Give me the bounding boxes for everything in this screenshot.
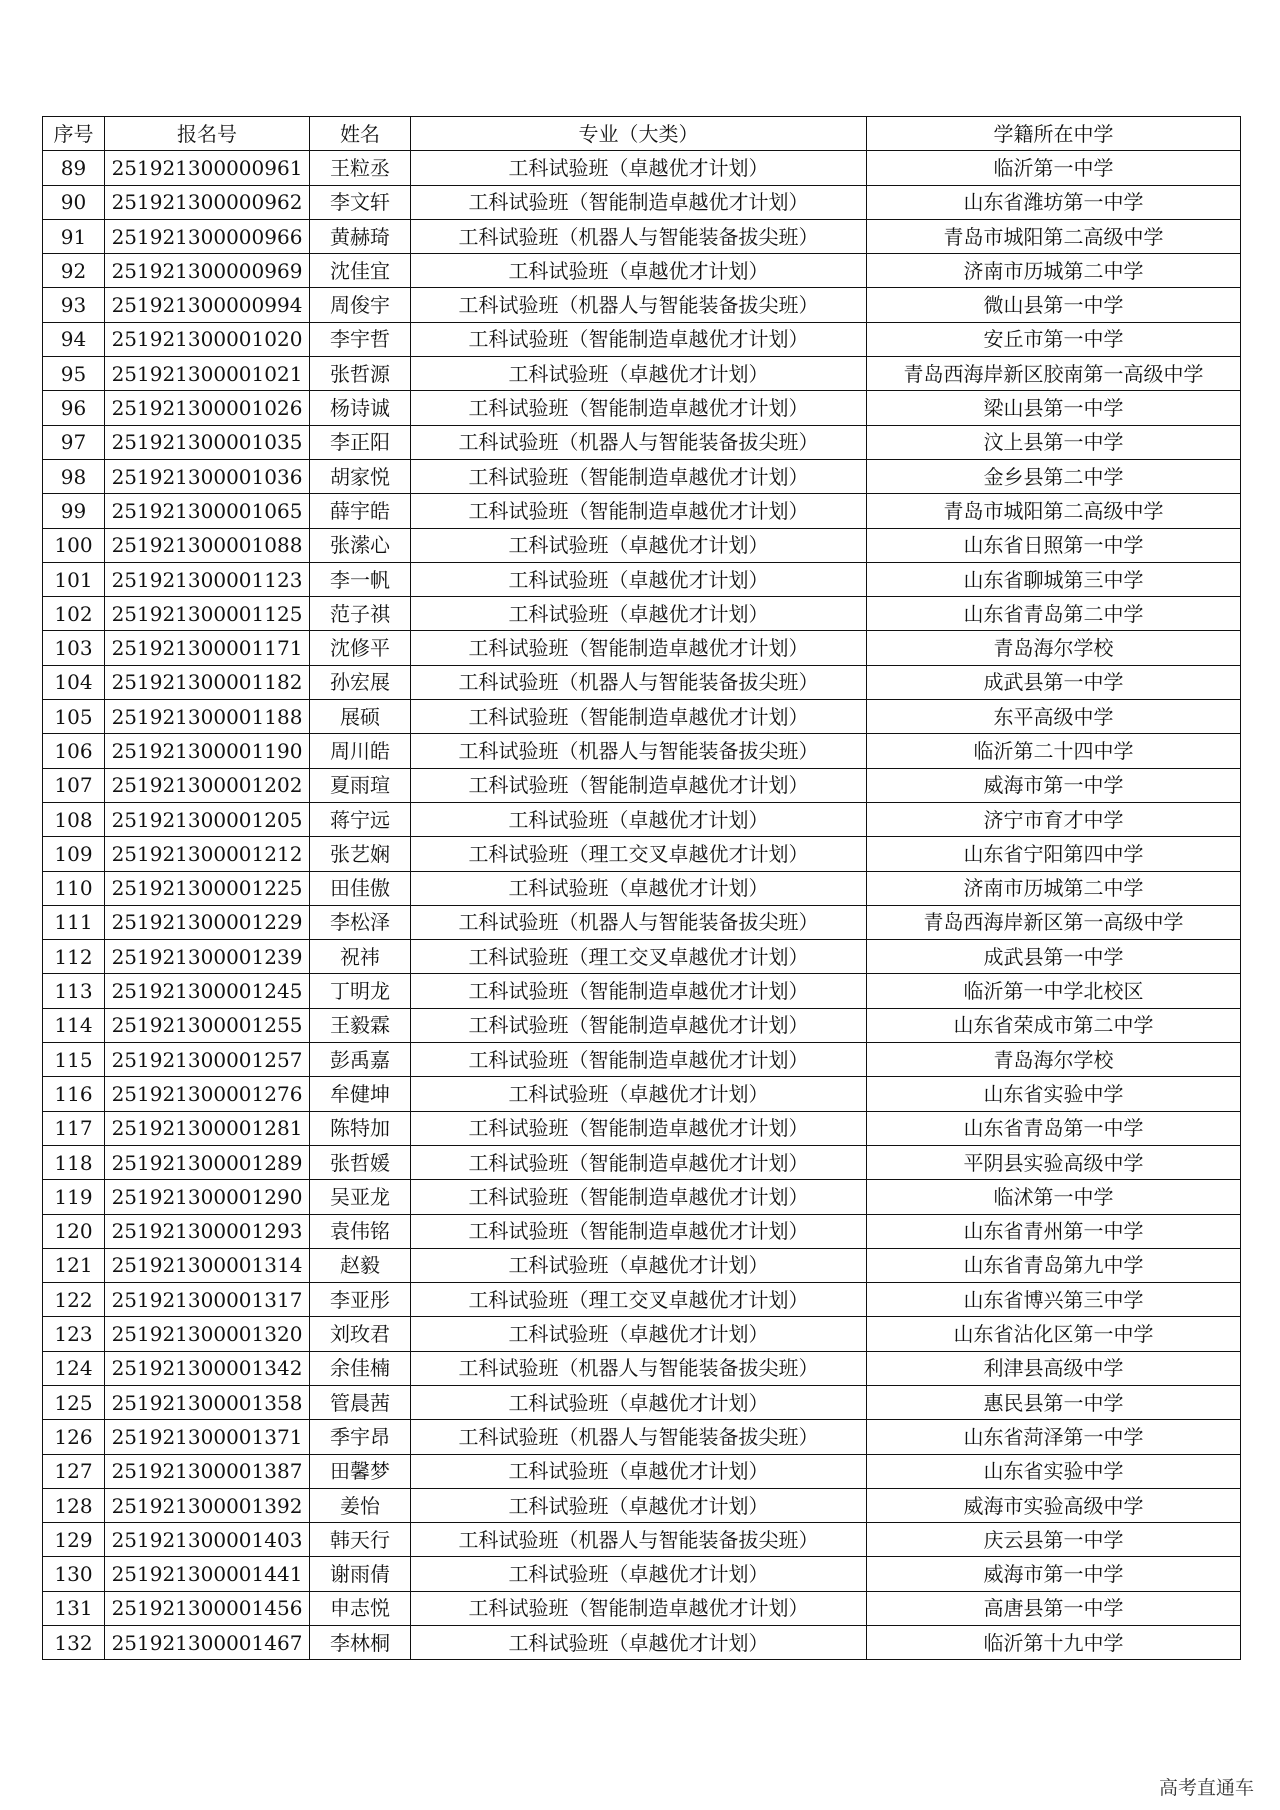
table-row — [43, 1591, 1241, 1625]
cell-name: 蒋宁远 — [310, 802, 411, 836]
cell-major: 工科试验班（卓越优才计划） — [411, 1385, 867, 1419]
cell-high-school: 济南市历城第二中学 — [867, 871, 1241, 905]
cell-name: 李林桐 — [310, 1626, 411, 1660]
cell-name: 谢雨倩 — [310, 1557, 411, 1591]
cell-high-school: 青岛西海岸新区第一高级中学 — [867, 905, 1241, 939]
cell-major: 工科试验班（智能制造卓越优才计划） — [411, 1180, 867, 1214]
cell-name: 王粒丞 — [310, 151, 411, 185]
cell-name: 赵毅 — [310, 1248, 411, 1282]
cell-name: 李文轩 — [310, 185, 411, 219]
cell-name: 张艺娴 — [310, 837, 411, 871]
table-body — [43, 151, 1241, 1660]
cell-registration-number: 251921300001290 — [105, 1180, 310, 1214]
cell-major: 工科试验班（卓越优才计划） — [411, 597, 867, 631]
table-row — [43, 631, 1241, 665]
cell-high-school: 山东省青岛第九中学 — [867, 1248, 1241, 1282]
table-row — [43, 1043, 1241, 1077]
table-row — [43, 1488, 1241, 1522]
table-row — [43, 562, 1241, 596]
table-row — [43, 734, 1241, 768]
cell-high-school: 临沂第一中学北校区 — [867, 974, 1241, 1008]
cell-index: 119 — [43, 1180, 105, 1214]
cell-registration-number: 251921300001026 — [105, 391, 310, 425]
cell-name: 彭禹嘉 — [310, 1043, 411, 1077]
cell-high-school: 临沂第十九中学 — [867, 1626, 1241, 1660]
cell-high-school: 威海市第一中学 — [867, 1557, 1241, 1591]
table-row — [43, 357, 1241, 391]
cell-major: 工科试验班（机器人与智能装备拔尖班） — [411, 219, 867, 253]
cell-major: 工科试验班（机器人与智能装备拔尖班） — [411, 1523, 867, 1557]
table-row — [43, 219, 1241, 253]
cell-registration-number: 251921300001123 — [105, 562, 310, 596]
cell-major: 工科试验班（卓越优才计划） — [411, 528, 867, 562]
cell-registration-number: 251921300001065 — [105, 494, 310, 528]
cell-index: 128 — [43, 1488, 105, 1522]
cell-name: 黄赫琦 — [310, 219, 411, 253]
cell-index: 98 — [43, 459, 105, 493]
cell-name: 李正阳 — [310, 425, 411, 459]
cell-index: 113 — [43, 974, 105, 1008]
cell-index: 99 — [43, 494, 105, 528]
cell-name: 李亚彤 — [310, 1283, 411, 1317]
cell-registration-number: 251921300001320 — [105, 1317, 310, 1351]
cell-name: 李松泽 — [310, 905, 411, 939]
table-row — [43, 322, 1241, 356]
cell-index: 126 — [43, 1420, 105, 1454]
table-row — [43, 1454, 1241, 1488]
cell-major: 工科试验班（卓越优才计划） — [411, 1454, 867, 1488]
cell-index: 124 — [43, 1351, 105, 1385]
cell-major: 工科试验班（机器人与智能装备拔尖班） — [411, 905, 867, 939]
cell-registration-number: 251921300001257 — [105, 1043, 310, 1077]
cell-index: 116 — [43, 1077, 105, 1111]
cell-high-school: 山东省潍坊第一中学 — [867, 185, 1241, 219]
cell-registration-number: 251921300001125 — [105, 597, 310, 631]
cell-name: 李一帆 — [310, 562, 411, 596]
cell-registration-number: 251921300001371 — [105, 1420, 310, 1454]
cell-high-school: 山东省荣成市第二中学 — [867, 1008, 1241, 1042]
table-row — [43, 871, 1241, 905]
cell-major: 工科试验班（卓越优才计划） — [411, 1488, 867, 1522]
cell-registration-number: 251921300001317 — [105, 1283, 310, 1317]
cell-major: 工科试验班（卓越优才计划） — [411, 802, 867, 836]
cell-index: 120 — [43, 1214, 105, 1248]
cell-major: 工科试验班（机器人与智能装备拔尖班） — [411, 288, 867, 322]
cell-name: 张哲媛 — [310, 1145, 411, 1179]
cell-name: 李宇哲 — [310, 322, 411, 356]
cell-high-school: 山东省青岛第二中学 — [867, 597, 1241, 631]
cell-major: 工科试验班（卓越优才计划） — [411, 871, 867, 905]
cell-major: 工科试验班（理工交叉卓越优才计划） — [411, 940, 867, 974]
cell-name: 袁伟铭 — [310, 1214, 411, 1248]
cell-registration-number: 251921300001441 — [105, 1557, 310, 1591]
cell-high-school: 济南市历城第二中学 — [867, 254, 1241, 288]
cell-registration-number: 251921300001212 — [105, 837, 310, 871]
cell-index: 97 — [43, 425, 105, 459]
cell-high-school: 青岛海尔学校 — [867, 631, 1241, 665]
table-row — [43, 940, 1241, 974]
table-row — [43, 768, 1241, 802]
cell-name: 牟健坤 — [310, 1077, 411, 1111]
cell-major: 工科试验班（机器人与智能装备拔尖班） — [411, 1420, 867, 1454]
cell-major: 工科试验班（卓越优才计划） — [411, 1557, 867, 1591]
cell-index: 104 — [43, 665, 105, 699]
cell-registration-number: 251921300001403 — [105, 1523, 310, 1557]
cell-registration-number: 251921300000962 — [105, 185, 310, 219]
cell-index: 122 — [43, 1283, 105, 1317]
cell-registration-number: 251921300001314 — [105, 1248, 310, 1282]
table-row — [43, 1008, 1241, 1042]
cell-major: 工科试验班（卓越优才计划） — [411, 1626, 867, 1660]
table-row — [43, 1351, 1241, 1385]
cell-high-school: 青岛市城阳第二高级中学 — [867, 494, 1241, 528]
cell-registration-number: 251921300001188 — [105, 700, 310, 734]
cell-index: 102 — [43, 597, 105, 631]
header-index: 序号 — [43, 117, 105, 151]
cell-name: 孙宏展 — [310, 665, 411, 699]
table-row — [43, 1077, 1241, 1111]
cell-high-school: 安丘市第一中学 — [867, 322, 1241, 356]
cell-registration-number: 251921300000966 — [105, 219, 310, 253]
cell-major: 工科试验班（智能制造卓越优才计划） — [411, 1008, 867, 1042]
cell-high-school: 山东省青岛第一中学 — [867, 1111, 1241, 1145]
cell-registration-number: 251921300001088 — [105, 528, 310, 562]
cell-high-school: 济宁市育才中学 — [867, 802, 1241, 836]
cell-high-school: 梁山县第一中学 — [867, 391, 1241, 425]
cell-name: 薛宇皓 — [310, 494, 411, 528]
table-row — [43, 700, 1241, 734]
cell-index: 129 — [43, 1523, 105, 1557]
cell-high-school: 山东省沾化区第一中学 — [867, 1317, 1241, 1351]
table-row — [43, 1420, 1241, 1454]
cell-high-school: 利津县高级中学 — [867, 1351, 1241, 1385]
cell-index: 92 — [43, 254, 105, 288]
cell-index: 95 — [43, 357, 105, 391]
cell-name: 祝祎 — [310, 940, 411, 974]
table-row — [43, 802, 1241, 836]
cell-index: 114 — [43, 1008, 105, 1042]
cell-registration-number: 251921300001342 — [105, 1351, 310, 1385]
cell-index: 118 — [43, 1145, 105, 1179]
cell-index: 91 — [43, 219, 105, 253]
cell-major: 工科试验班（卓越优才计划） — [411, 1248, 867, 1282]
cell-name: 周川皓 — [310, 734, 411, 768]
cell-high-school: 青岛海尔学校 — [867, 1043, 1241, 1077]
table-row — [43, 1111, 1241, 1145]
cell-registration-number: 251921300001020 — [105, 322, 310, 356]
cell-major: 工科试验班（智能制造卓越优才计划） — [411, 700, 867, 734]
cell-high-school: 威海市实验高级中学 — [867, 1488, 1241, 1522]
cell-high-school: 临沂第一中学 — [867, 151, 1241, 185]
cell-index: 90 — [43, 185, 105, 219]
cell-index: 94 — [43, 322, 105, 356]
header-high-school: 学籍所在中学 — [867, 117, 1241, 151]
table-row — [43, 185, 1241, 219]
cell-registration-number: 251921300001276 — [105, 1077, 310, 1111]
cell-major: 工科试验班（智能制造卓越优才计划） — [411, 1591, 867, 1625]
cell-major: 工科试验班（智能制造卓越优才计划） — [411, 1043, 867, 1077]
cell-name: 陈特加 — [310, 1111, 411, 1145]
cell-high-school: 成武县第一中学 — [867, 940, 1241, 974]
header-major: 专业（大类） — [411, 117, 867, 151]
cell-registration-number: 251921300000969 — [105, 254, 310, 288]
cell-index: 121 — [43, 1248, 105, 1282]
cell-registration-number: 251921300001036 — [105, 459, 310, 493]
cell-name: 王毅霖 — [310, 1008, 411, 1042]
cell-index: 100 — [43, 528, 105, 562]
cell-major: 工科试验班（机器人与智能装备拔尖班） — [411, 734, 867, 768]
cell-registration-number: 251921300001456 — [105, 1591, 310, 1625]
table-row — [43, 1317, 1241, 1351]
cell-high-school: 山东省菏泽第一中学 — [867, 1420, 1241, 1454]
cell-high-school: 山东省聊城第三中学 — [867, 562, 1241, 596]
table-row — [43, 1248, 1241, 1282]
cell-name: 管晨茜 — [310, 1385, 411, 1419]
table-row — [43, 1180, 1241, 1214]
cell-high-school: 庆云县第一中学 — [867, 1523, 1241, 1557]
admission-list-table — [42, 116, 1241, 1660]
cell-high-school: 山东省博兴第三中学 — [867, 1283, 1241, 1317]
cell-high-school: 临沂第二十四中学 — [867, 734, 1241, 768]
cell-major: 工科试验班（智能制造卓越优才计划） — [411, 391, 867, 425]
cell-registration-number: 251921300001289 — [105, 1145, 310, 1179]
table-row — [43, 1557, 1241, 1591]
cell-high-school: 平阴县实验高级中学 — [867, 1145, 1241, 1179]
cell-registration-number: 251921300001171 — [105, 631, 310, 665]
cell-high-school: 微山县第一中学 — [867, 288, 1241, 322]
table-row — [43, 1214, 1241, 1248]
header-name: 姓名 — [310, 117, 411, 151]
table-row — [43, 528, 1241, 562]
cell-registration-number: 251921300001182 — [105, 665, 310, 699]
cell-high-school: 成武县第一中学 — [867, 665, 1241, 699]
cell-index: 132 — [43, 1626, 105, 1660]
cell-index: 115 — [43, 1043, 105, 1077]
cell-name: 杨诗诚 — [310, 391, 411, 425]
cell-name: 吴亚龙 — [310, 1180, 411, 1214]
table-header-row — [43, 117, 1241, 151]
cell-name: 余佳楠 — [310, 1351, 411, 1385]
cell-index: 130 — [43, 1557, 105, 1591]
table-row — [43, 905, 1241, 939]
cell-name: 夏雨瑄 — [310, 768, 411, 802]
cell-high-school: 山东省青州第一中学 — [867, 1214, 1241, 1248]
cell-high-school: 山东省实验中学 — [867, 1077, 1241, 1111]
cell-index: 117 — [43, 1111, 105, 1145]
cell-name: 张哲源 — [310, 357, 411, 391]
cell-registration-number: 251921300000961 — [105, 151, 310, 185]
cell-high-school: 临沭第一中学 — [867, 1180, 1241, 1214]
cell-index: 131 — [43, 1591, 105, 1625]
cell-major: 工科试验班（机器人与智能装备拔尖班） — [411, 425, 867, 459]
cell-index: 127 — [43, 1454, 105, 1488]
cell-high-school: 青岛市城阳第二高级中学 — [867, 219, 1241, 253]
cell-name: 姜怡 — [310, 1488, 411, 1522]
cell-name: 刘玫君 — [310, 1317, 411, 1351]
cell-major: 工科试验班（卓越优才计划） — [411, 1317, 867, 1351]
cell-major: 工科试验班（智能制造卓越优才计划） — [411, 768, 867, 802]
cell-index: 107 — [43, 768, 105, 802]
cell-name: 范子祺 — [310, 597, 411, 631]
cell-major: 工科试验班（机器人与智能装备拔尖班） — [411, 1351, 867, 1385]
table-row — [43, 974, 1241, 1008]
cell-registration-number: 251921300001035 — [105, 425, 310, 459]
cell-index: 123 — [43, 1317, 105, 1351]
cell-index: 125 — [43, 1385, 105, 1419]
cell-high-school: 东平高级中学 — [867, 700, 1241, 734]
cell-registration-number: 251921300001190 — [105, 734, 310, 768]
cell-registration-number: 251921300000994 — [105, 288, 310, 322]
cell-registration-number: 251921300001293 — [105, 1214, 310, 1248]
cell-index: 89 — [43, 151, 105, 185]
cell-high-school: 山东省日照第一中学 — [867, 528, 1241, 562]
cell-registration-number: 251921300001245 — [105, 974, 310, 1008]
cell-major: 工科试验班（智能制造卓越优才计划） — [411, 631, 867, 665]
cell-major: 工科试验班（理工交叉卓越优才计划） — [411, 1283, 867, 1317]
cell-major: 工科试验班（理工交叉卓越优才计划） — [411, 837, 867, 871]
cell-name: 周俊宇 — [310, 288, 411, 322]
cell-high-school: 青岛西海岸新区胶南第一高级中学 — [867, 357, 1241, 391]
cell-index: 101 — [43, 562, 105, 596]
cell-major: 工科试验班（智能制造卓越优才计划） — [411, 1145, 867, 1179]
table-row — [43, 665, 1241, 699]
cell-major: 工科试验班（智能制造卓越优才计划） — [411, 1214, 867, 1248]
cell-major: 工科试验班（卓越优才计划） — [411, 151, 867, 185]
cell-major: 工科试验班（卓越优才计划） — [411, 254, 867, 288]
cell-index: 111 — [43, 905, 105, 939]
cell-name: 丁明龙 — [310, 974, 411, 1008]
cell-name: 展硕 — [310, 700, 411, 734]
cell-index: 105 — [43, 700, 105, 734]
cell-high-school: 山东省实验中学 — [867, 1454, 1241, 1488]
cell-index: 110 — [43, 871, 105, 905]
cell-major: 工科试验班（智能制造卓越优才计划） — [411, 974, 867, 1008]
cell-name: 季宇昂 — [310, 1420, 411, 1454]
cell-high-school: 威海市第一中学 — [867, 768, 1241, 802]
table-row — [43, 837, 1241, 871]
cell-index: 103 — [43, 631, 105, 665]
cell-major: 工科试验班（机器人与智能装备拔尖班） — [411, 665, 867, 699]
table-row — [43, 1385, 1241, 1419]
cell-registration-number: 251921300001467 — [105, 1626, 310, 1660]
table-row — [43, 1283, 1241, 1317]
cell-high-school: 惠民县第一中学 — [867, 1385, 1241, 1419]
cell-registration-number: 251921300001225 — [105, 871, 310, 905]
table-row — [43, 254, 1241, 288]
cell-index: 96 — [43, 391, 105, 425]
cell-major: 工科试验班（智能制造卓越优才计划） — [411, 322, 867, 356]
cell-name: 申志悦 — [310, 1591, 411, 1625]
cell-index: 109 — [43, 837, 105, 871]
cell-high-school: 山东省宁阳第四中学 — [867, 837, 1241, 871]
cell-major: 工科试验班（智能制造卓越优才计划） — [411, 1111, 867, 1145]
table-row — [43, 151, 1241, 185]
table-row — [43, 391, 1241, 425]
table-row — [43, 1523, 1241, 1557]
header-registration-number: 报名号 — [105, 117, 310, 151]
cell-registration-number: 251921300001205 — [105, 802, 310, 836]
cell-registration-number: 251921300001255 — [105, 1008, 310, 1042]
cell-major: 工科试验班（卓越优才计划） — [411, 357, 867, 391]
cell-registration-number: 251921300001387 — [105, 1454, 310, 1488]
cell-index: 93 — [43, 288, 105, 322]
cell-registration-number: 251921300001229 — [105, 905, 310, 939]
table-row — [43, 459, 1241, 493]
cell-high-school: 汶上县第一中学 — [867, 425, 1241, 459]
cell-major: 工科试验班（卓越优才计划） — [411, 562, 867, 596]
cell-registration-number: 251921300001021 — [105, 357, 310, 391]
cell-registration-number: 251921300001239 — [105, 940, 310, 974]
cell-major: 工科试验班（智能制造卓越优才计划） — [411, 185, 867, 219]
cell-index: 112 — [43, 940, 105, 974]
table-row — [43, 288, 1241, 322]
cell-major: 工科试验班（卓越优才计划） — [411, 1077, 867, 1111]
cell-name: 沈修平 — [310, 631, 411, 665]
table-row — [43, 597, 1241, 631]
watermark: 高考直通车 — [1158, 1777, 1254, 1799]
cell-index: 108 — [43, 802, 105, 836]
cell-name: 田馨梦 — [310, 1454, 411, 1488]
table-row — [43, 1626, 1241, 1660]
cell-name: 韩天行 — [310, 1523, 411, 1557]
cell-registration-number: 251921300001281 — [105, 1111, 310, 1145]
cell-name: 张潆心 — [310, 528, 411, 562]
cell-major: 工科试验班（智能制造卓越优才计划） — [411, 494, 867, 528]
table-row — [43, 1145, 1241, 1179]
cell-index: 106 — [43, 734, 105, 768]
cell-registration-number: 251921300001202 — [105, 768, 310, 802]
cell-name: 沈佳宜 — [310, 254, 411, 288]
cell-registration-number: 251921300001358 — [105, 1385, 310, 1419]
cell-registration-number: 251921300001392 — [105, 1488, 310, 1522]
cell-name: 胡家悦 — [310, 459, 411, 493]
cell-high-school: 高唐县第一中学 — [867, 1591, 1241, 1625]
table-row — [43, 494, 1241, 528]
table-row — [43, 425, 1241, 459]
cell-high-school: 金乡县第二中学 — [867, 459, 1241, 493]
cell-major: 工科试验班（智能制造卓越优才计划） — [411, 459, 867, 493]
cell-name: 田佳傲 — [310, 871, 411, 905]
